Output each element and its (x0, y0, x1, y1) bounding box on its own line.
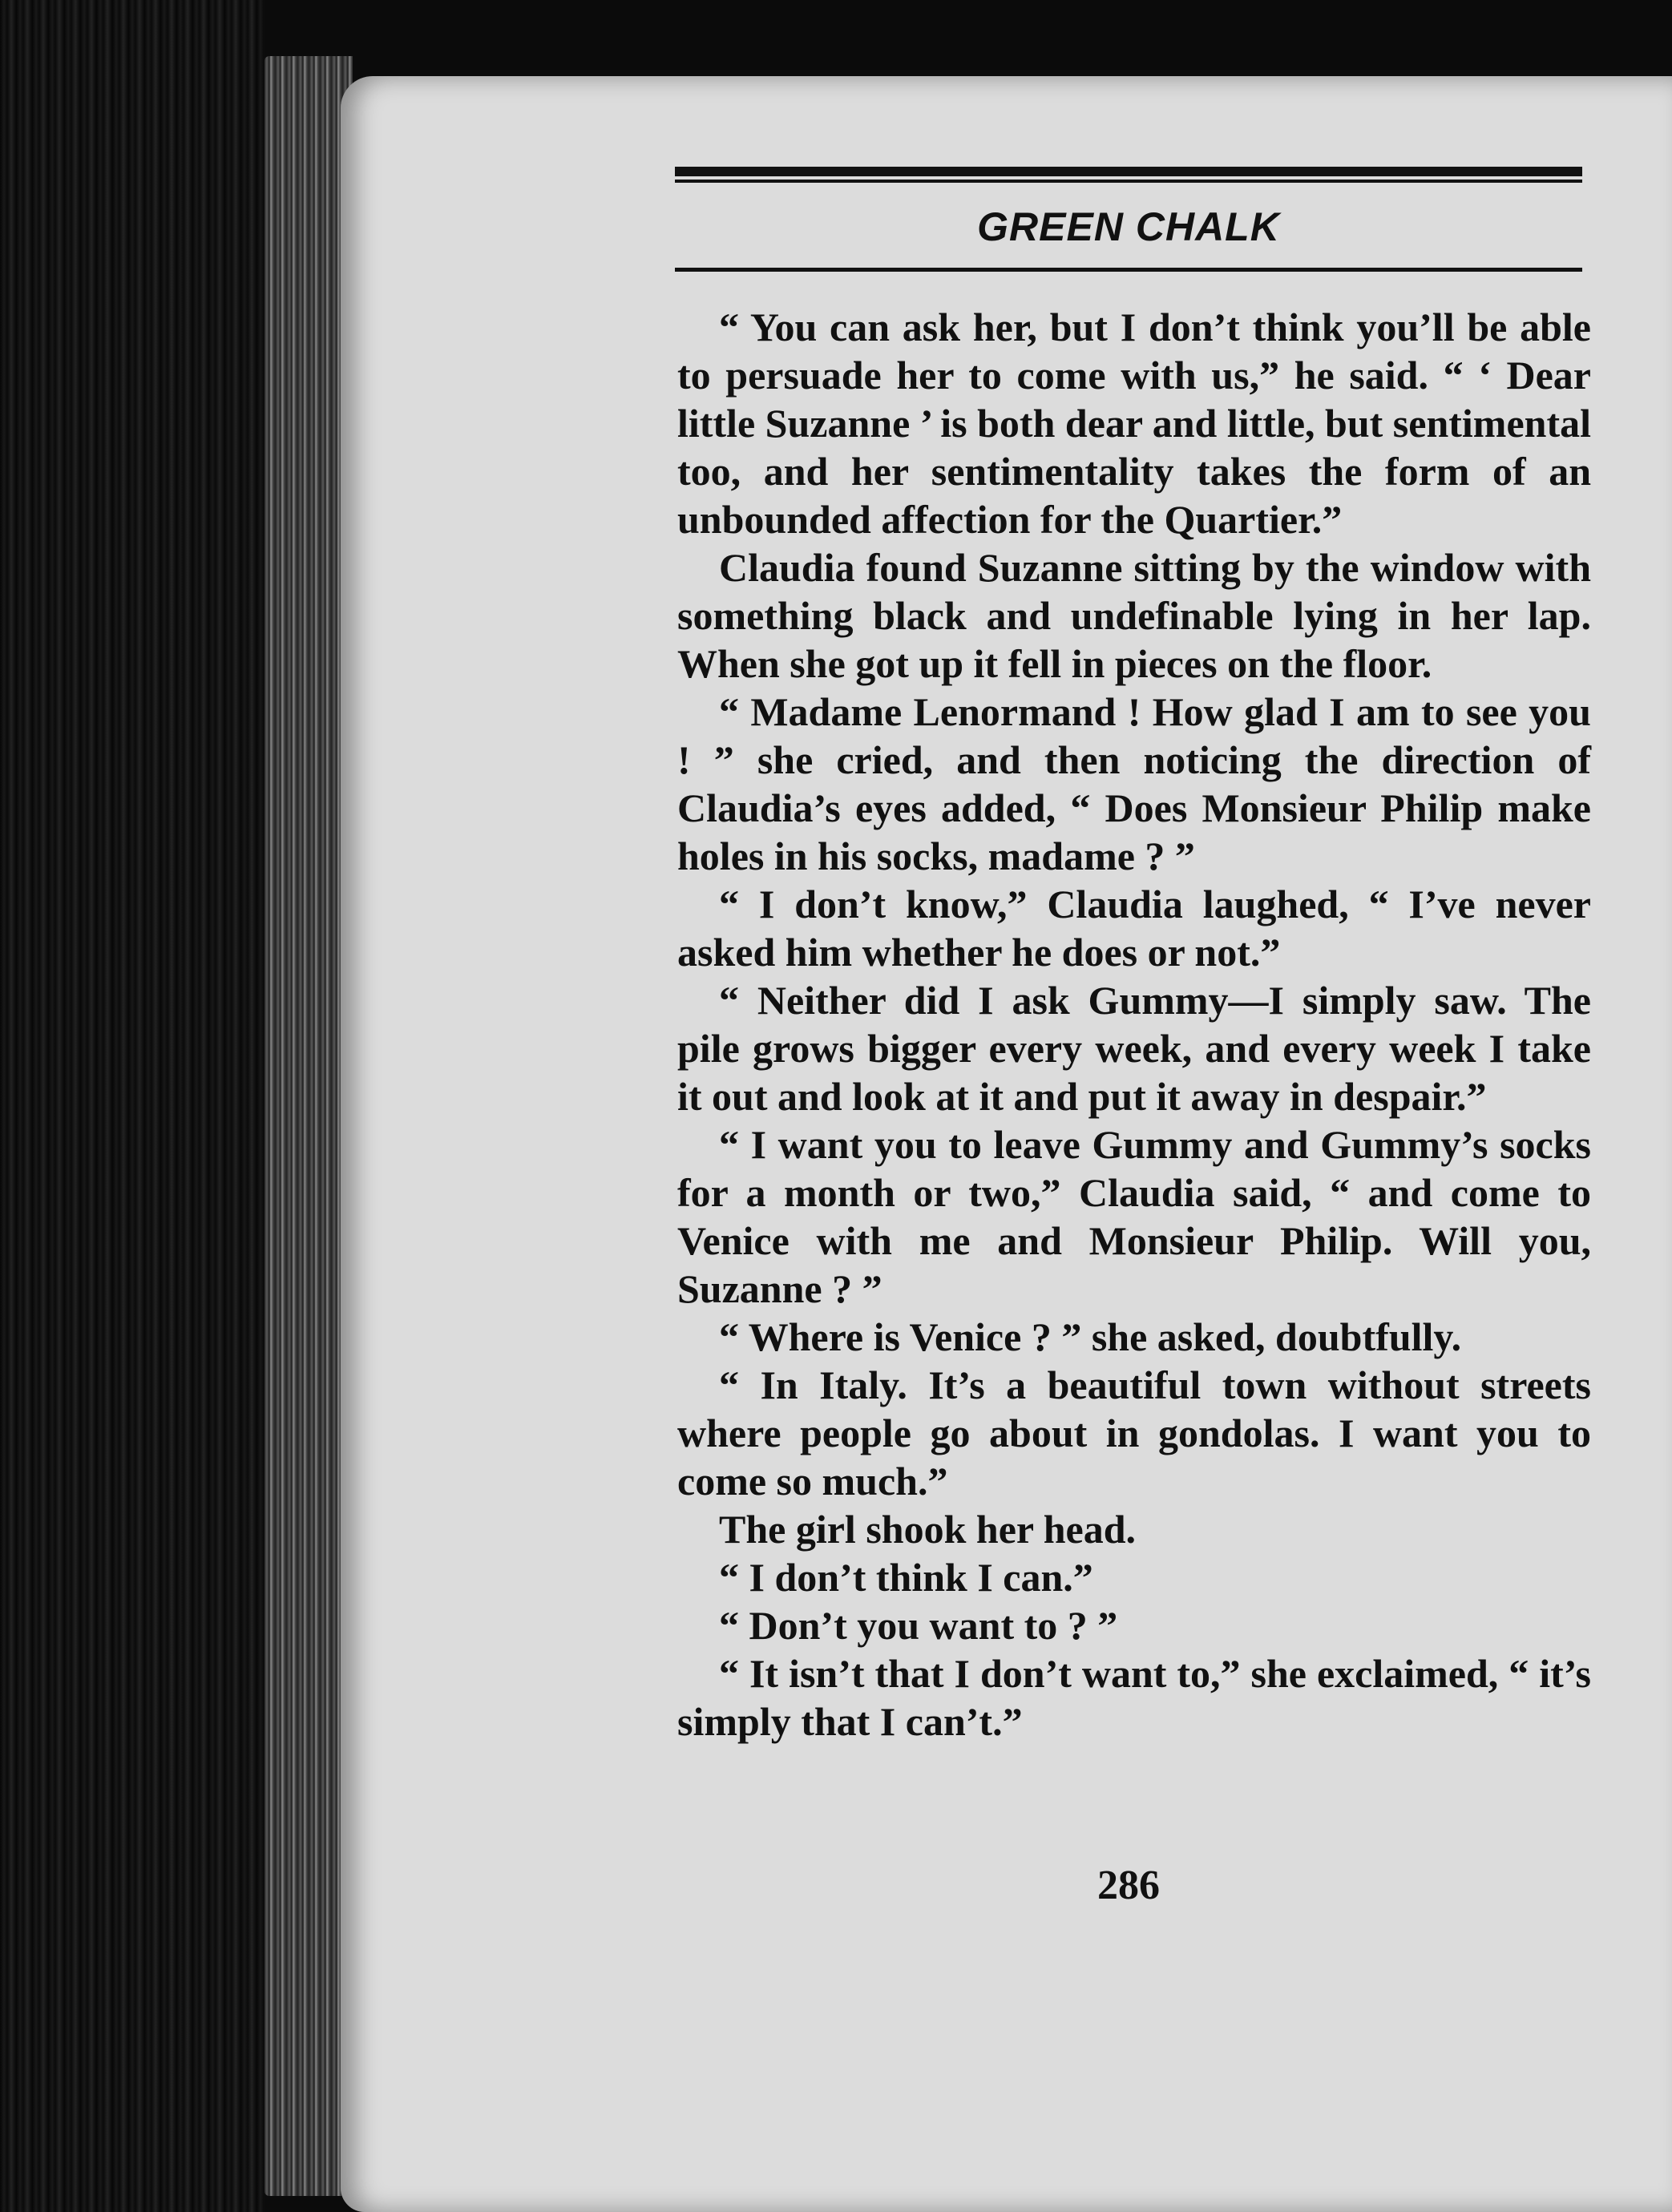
header-rule-thick (675, 167, 1582, 176)
paragraph: “ I want you to leave Gummy and Gummy’s socks for a month or two,” Claudia said, “ and come to Venice with me and Monsieur Philip. Will you, Suzanne ? ” (677, 1122, 1591, 1311)
paragraph: The girl shook her head. (719, 1507, 1136, 1552)
body-text (677, 303, 1591, 1746)
page-number: 286 (1097, 1863, 1160, 1908)
paragraph: “ Where is Venice ? ” she asked, doubtfully. (719, 1314, 1462, 1359)
book-spine-shadow (0, 0, 265, 2212)
running-head: GREEN CHALK (977, 204, 1280, 249)
paragraph: “ It isn’t that I don’t want to,” she exclaimed, “ it’s simply that I can’t.” (677, 1651, 1591, 1744)
paragraph: “ You can ask her, but I don’t think you’ll be able to persuade her to come with us,” he said. “ ‘ Dear little Suzanne ’ is both dear and little, but sentimental too, and her sentimentality takes the form of an unbounded affection for the Quartier.” (677, 305, 1591, 542)
page-edges (265, 56, 353, 2196)
paragraph: “ In Italy. It’s a beautiful town without streets where people go about in gondolas. I want you to come so much.” (677, 1362, 1591, 1504)
header-rule-bottom (675, 268, 1582, 272)
header-rule-thin (675, 180, 1582, 183)
paragraph: “ Madame Lenormand ! How glad I am to see you ! ” she cried, and then noticing the direction of Claudia’s eyes added, “ Does Monsieur Philip make holes in his socks, madame ? ” (677, 689, 1591, 878)
paragraph: “ Don’t you want to ? ” (719, 1603, 1118, 1648)
paragraph: “ I don’t know,” Claudia laughed, “ I’ve never asked him whether he does or not.” (677, 882, 1591, 975)
paragraph: “ Neither did I ask Gummy—I simply saw. The pile grows bigger every week, and every week I take it out and look at it and put it away in despair.” (677, 978, 1591, 1119)
paragraph: Claudia found Suzanne sitting by the window with something black and undefinable lying in her lap. When she got up it fell in pieces on the floor. (677, 545, 1591, 686)
paragraph: “ I don’t think I can.” (719, 1555, 1093, 1600)
